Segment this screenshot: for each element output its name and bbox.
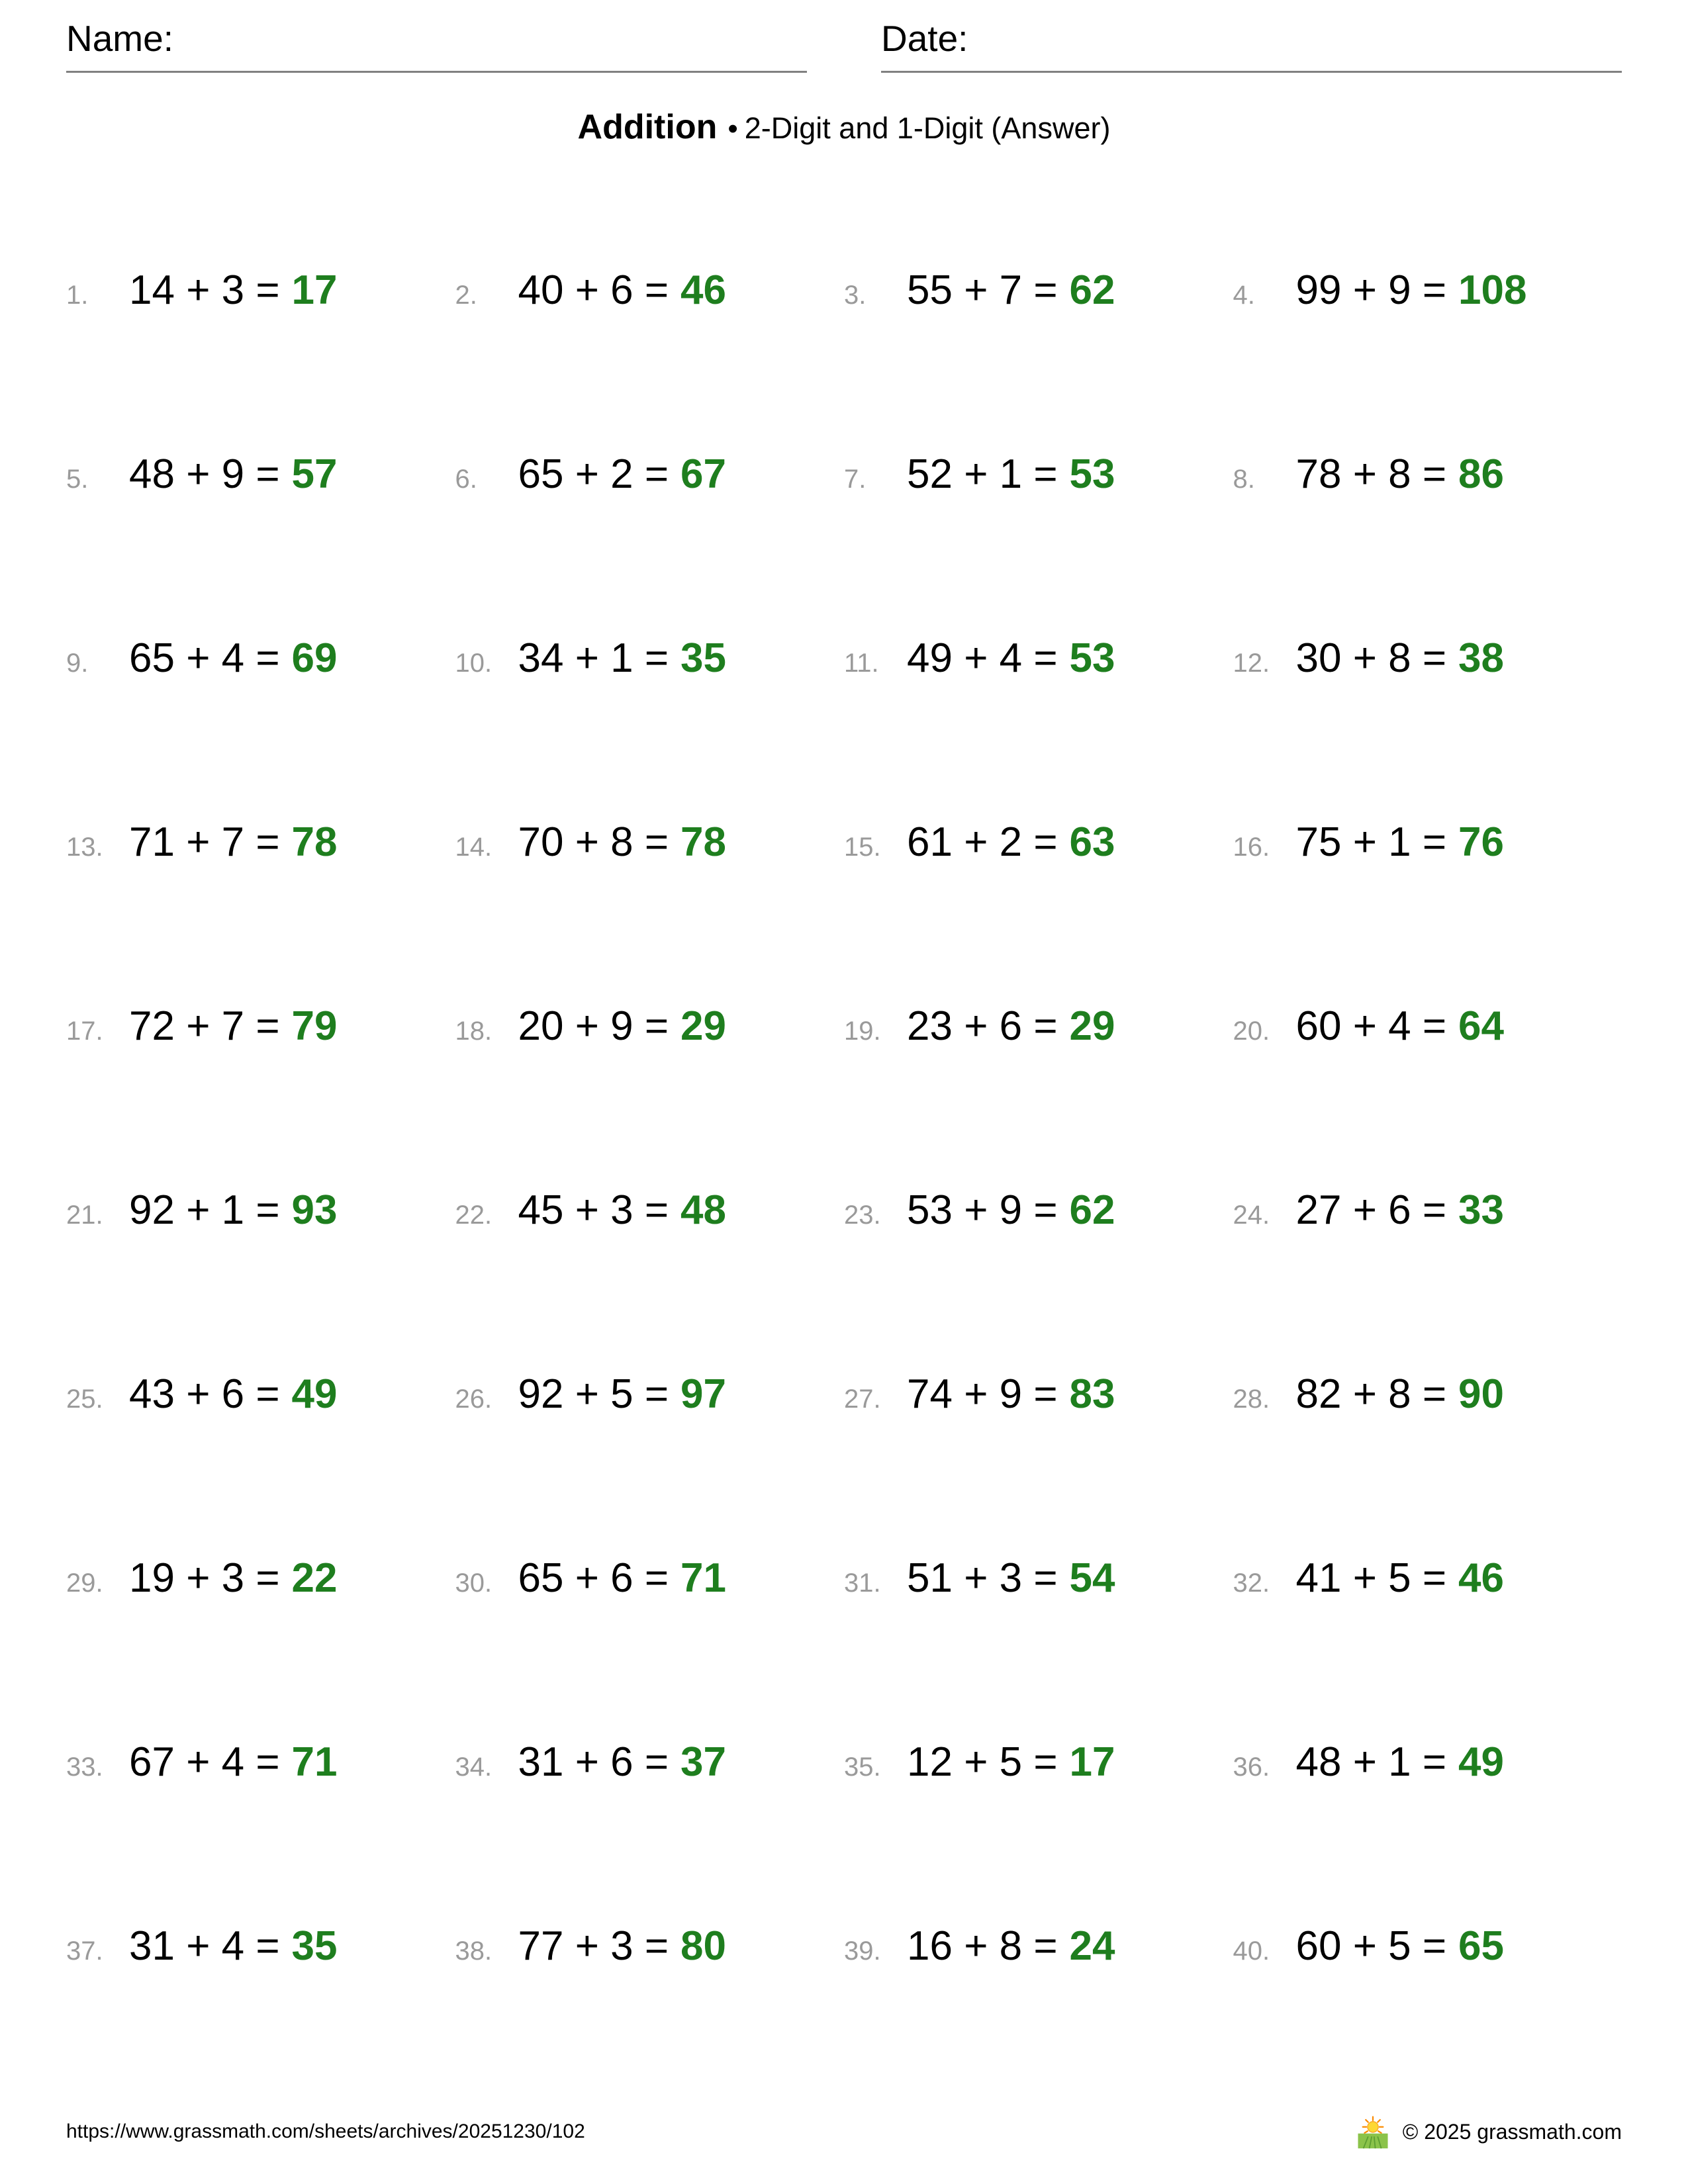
problem-number: 29. <box>66 1568 103 1598</box>
problem-expression: 34 + 1 = <box>518 635 669 681</box>
problem-expression: 74 + 9 = <box>907 1371 1058 1417</box>
problem-answer: 49 <box>1458 1739 1505 1785</box>
problem-item <box>455 1003 845 1050</box>
problem-item <box>1233 1923 1622 1970</box>
problem-number: 21. <box>66 1200 103 1230</box>
problem-number: 32. <box>1233 1568 1270 1598</box>
problem-item <box>455 1187 845 1234</box>
problem-number: 40. <box>1233 1936 1270 1966</box>
problem-answer: 22 <box>291 1555 338 1601</box>
problem-answer: 108 <box>1458 267 1527 313</box>
footer <box>66 2114 1622 2150</box>
problem-item <box>1233 1371 1622 1418</box>
problem-item <box>1233 1555 1622 1602</box>
copyright-text: © 2025 grassmath.com <box>1402 2119 1622 2144</box>
problem-item <box>1233 1003 1622 1050</box>
problem-item <box>455 635 845 682</box>
problem-expression: 60 + 4 = <box>1295 1003 1447 1049</box>
problem-number: 22. <box>455 1200 492 1230</box>
worksheet-title <box>66 107 1622 147</box>
problem-item <box>844 1003 1233 1050</box>
problem-number: 31. <box>844 1568 881 1598</box>
problem-expression: 48 + 9 = <box>129 451 280 497</box>
problem-item <box>455 1923 845 1970</box>
problem-expression: 40 + 6 = <box>518 267 669 313</box>
problem-expression: 78 + 8 = <box>1295 451 1447 497</box>
problem-number: 18. <box>455 1016 492 1046</box>
problem-item <box>455 1739 845 1786</box>
problem-number: 20. <box>1233 1016 1270 1046</box>
problem-number: 38. <box>455 1936 492 1966</box>
problem-expression: 30 + 8 = <box>1295 635 1447 681</box>
problem-number: 19. <box>844 1016 881 1046</box>
footer-brand <box>1355 2114 1622 2150</box>
problem-item <box>66 819 455 866</box>
problem-expression: 41 + 5 = <box>1295 1555 1447 1601</box>
problem-number: 15. <box>844 832 881 862</box>
problem-expression: 12 + 5 = <box>907 1739 1058 1785</box>
problem-number: 11. <box>844 648 879 678</box>
problem-expression: 51 + 3 = <box>907 1555 1058 1601</box>
problem-item <box>66 1923 455 1970</box>
problem-number: 39. <box>844 1936 881 1966</box>
problem-answer: 24 <box>1069 1923 1115 1969</box>
problem-number: 27. <box>844 1384 881 1414</box>
problem-number: 35. <box>844 1752 881 1782</box>
problem-answer: 46 <box>680 267 727 313</box>
problem-number: 8. <box>1233 464 1255 494</box>
problem-number: 30. <box>455 1568 492 1598</box>
problem-item <box>844 1555 1233 1602</box>
problem-answer: 49 <box>291 1371 338 1417</box>
sun-over-grass-icon <box>1355 2114 1391 2150</box>
problem-item <box>844 1187 1233 1234</box>
problem-expression: 92 + 5 = <box>518 1371 669 1417</box>
problem-expression: 92 + 1 = <box>129 1187 280 1233</box>
problem-item <box>66 1739 455 1786</box>
problem-number: 28. <box>1233 1384 1270 1414</box>
problem-expression: 65 + 2 = <box>518 451 669 497</box>
problem-item <box>844 819 1233 866</box>
problem-number: 2. <box>455 280 477 310</box>
problem-item <box>66 451 455 498</box>
problem-expression: 77 + 3 = <box>518 1923 669 1969</box>
problem-number: 26. <box>455 1384 492 1414</box>
title-description: 2-Digit and 1-Digit (Answer) <box>744 111 1111 145</box>
problem-expression: 71 + 7 = <box>129 819 280 865</box>
problem-expression: 49 + 4 = <box>907 635 1058 681</box>
problem-expression: 82 + 8 = <box>1295 1371 1447 1417</box>
problem-number: 1. <box>66 280 89 310</box>
problem-expression: 65 + 6 = <box>518 1555 669 1601</box>
problem-answer: 54 <box>1069 1555 1115 1601</box>
problem-number: 23. <box>844 1200 881 1230</box>
name-label: Name: <box>66 18 173 59</box>
problem-answer: 64 <box>1458 1003 1505 1049</box>
problem-answer: 29 <box>680 1003 727 1049</box>
problem-item <box>1233 267 1622 314</box>
problem-expression: 14 + 3 = <box>129 267 280 313</box>
problem-item <box>844 1371 1233 1418</box>
problem-expression: 72 + 7 = <box>129 1003 280 1049</box>
problem-expression: 20 + 9 = <box>518 1003 669 1049</box>
problem-answer: 48 <box>680 1187 727 1233</box>
problem-item <box>1233 1739 1622 1786</box>
problem-item <box>66 1371 455 1418</box>
problem-answer: 62 <box>1069 1187 1115 1233</box>
problem-answer: 69 <box>291 635 338 681</box>
problem-answer: 86 <box>1458 451 1505 497</box>
problem-number: 33. <box>66 1752 103 1782</box>
problem-answer: 53 <box>1069 635 1115 681</box>
problem-number: 5. <box>66 464 89 494</box>
problem-number: 16. <box>1233 832 1270 862</box>
problem-item <box>1233 451 1622 498</box>
title-bullet: • <box>727 113 738 145</box>
problem-item <box>66 1187 455 1234</box>
problem-item <box>66 635 455 682</box>
name-field <box>66 17 807 73</box>
problem-number: 37. <box>66 1936 103 1966</box>
problem-answer: 79 <box>291 1003 338 1049</box>
title-operation: Addition <box>577 108 718 146</box>
problem-item <box>844 635 1233 682</box>
problem-expression: 65 + 4 = <box>129 635 280 681</box>
problem-item <box>455 267 845 314</box>
problem-item <box>455 819 845 866</box>
problem-answer: 53 <box>1069 451 1115 497</box>
problem-expression: 23 + 6 = <box>907 1003 1058 1049</box>
problem-number: 12. <box>1233 648 1270 678</box>
problem-answer: 90 <box>1458 1371 1505 1417</box>
problem-expression: 19 + 3 = <box>129 1555 280 1601</box>
problem-number: 34. <box>455 1752 492 1782</box>
problem-expression: 45 + 3 = <box>518 1187 669 1233</box>
problem-answer: 63 <box>1069 819 1115 865</box>
problem-number: 9. <box>66 648 89 678</box>
problem-item <box>844 1923 1233 1970</box>
problem-answer: 57 <box>291 451 338 497</box>
problem-item <box>1233 1187 1622 1234</box>
problem-answer: 62 <box>1069 267 1115 313</box>
problem-item <box>66 1003 455 1050</box>
problem-expression: 55 + 7 = <box>907 267 1058 313</box>
problem-number: 6. <box>455 464 477 494</box>
problem-answer: 83 <box>1069 1371 1115 1417</box>
problem-expression: 61 + 2 = <box>907 819 1058 865</box>
problem-answer: 29 <box>1069 1003 1115 1049</box>
problem-number: 14. <box>455 832 492 862</box>
problem-item <box>66 1555 455 1602</box>
problem-number: 25. <box>66 1384 103 1414</box>
problem-expression: 53 + 9 = <box>907 1187 1058 1233</box>
problem-expression: 99 + 9 = <box>1295 267 1447 313</box>
problem-answer: 65 <box>1458 1923 1505 1969</box>
problem-answer: 78 <box>680 819 727 865</box>
problem-answer: 93 <box>291 1187 338 1233</box>
problem-expression: 31 + 6 = <box>518 1739 669 1785</box>
problem-number: 13. <box>66 832 103 862</box>
problem-number: 24. <box>1233 1200 1270 1230</box>
problem-number: 36. <box>1233 1752 1270 1782</box>
problem-expression: 75 + 1 = <box>1295 819 1447 865</box>
problem-answer: 46 <box>1458 1555 1505 1601</box>
problem-number: 10. <box>455 648 492 678</box>
problem-answer: 35 <box>680 635 727 681</box>
problem-item <box>66 267 455 314</box>
problem-expression: 60 + 5 = <box>1295 1923 1447 1969</box>
problem-expression: 67 + 4 = <box>129 1739 280 1785</box>
footer-url: https://www.grassmath.com/sheets/archives/20251230/102 <box>66 2120 585 2142</box>
problem-answer: 17 <box>1069 1739 1115 1785</box>
problem-expression: 16 + 8 = <box>907 1923 1058 1969</box>
problem-item <box>1233 819 1622 866</box>
problem-answer: 33 <box>1458 1187 1505 1233</box>
problems-grid <box>66 198 1622 2038</box>
problem-number: 3. <box>844 280 867 310</box>
problem-number: 17. <box>66 1016 103 1046</box>
problem-item <box>455 1371 845 1418</box>
problem-expression: 52 + 1 = <box>907 451 1058 497</box>
problem-answer: 76 <box>1458 819 1505 865</box>
header-fields <box>66 17 1622 73</box>
problem-item <box>844 451 1233 498</box>
problem-answer: 35 <box>291 1923 338 1969</box>
problem-answer: 97 <box>680 1371 727 1417</box>
problem-item <box>1233 635 1622 682</box>
problem-answer: 67 <box>680 451 727 497</box>
problem-expression: 70 + 8 = <box>518 819 669 865</box>
problem-answer: 80 <box>680 1923 727 1969</box>
date-label: Date: <box>881 18 968 59</box>
problem-number: 4. <box>1233 280 1255 310</box>
problem-answer: 38 <box>1458 635 1505 681</box>
problem-expression: 48 + 1 = <box>1295 1739 1447 1785</box>
problem-expression: 43 + 6 = <box>129 1371 280 1417</box>
problem-item <box>844 267 1233 314</box>
problem-answer: 37 <box>680 1739 727 1785</box>
problem-answer: 71 <box>291 1739 338 1785</box>
problem-expression: 27 + 6 = <box>1295 1187 1447 1233</box>
problem-expression: 31 + 4 = <box>129 1923 280 1969</box>
problem-item <box>455 1555 845 1602</box>
problem-item <box>844 1739 1233 1786</box>
problem-answer: 78 <box>291 819 338 865</box>
date-field <box>881 17 1622 73</box>
problem-answer: 71 <box>680 1555 727 1601</box>
problem-item <box>455 451 845 498</box>
problem-number: 7. <box>844 464 867 494</box>
problem-answer: 17 <box>291 267 338 313</box>
